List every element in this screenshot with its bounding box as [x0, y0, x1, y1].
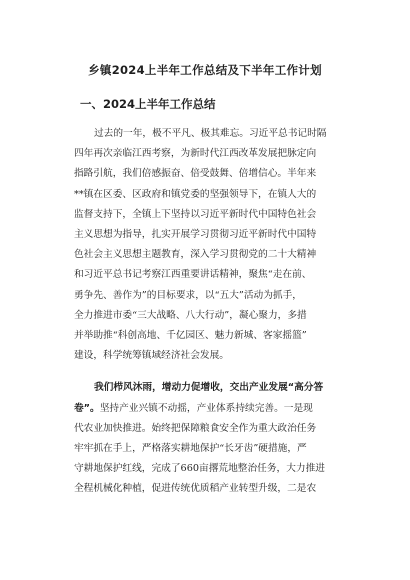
- paragraph-line: 四年再次亲临江西考察，为新时代江西改革发展把脉定向: [74, 148, 317, 160]
- paragraph-line: 建设，科学统筹镇域经济社会发展。: [74, 350, 229, 362]
- paragraph-summary: [74, 124, 354, 366]
- paragraph-bold-lead: 我们栉风沐雨，增动力促增收，交出产业发展“高分答: [94, 382, 324, 394]
- paragraph-line: 代农业加快推进。始终把保障粮食安全作为重大政治任务: [74, 422, 317, 434]
- paragraph-line: **镇在区委、区政府和镇党委的坚强领导下，在镇人大的: [74, 188, 317, 200]
- paragraph-line: 全力推进市委“三大战略、八大行动”，凝心聚力，多措: [74, 309, 307, 321]
- section-heading: 一、2024上半年工作总结: [80, 97, 216, 111]
- paragraph-line: 过去的一年，极不平凡、极其难忘。习近平总书记时隔: [94, 128, 327, 139]
- paragraph-industry: [74, 378, 354, 499]
- paragraph-line: 牢牢抓在手上，严格落实耕地保护“长牙齿”硬措施，严: [74, 443, 307, 455]
- paragraph-line: 并举助推“科创高地、千亿园区、魅力新城、客家摇篮”: [74, 330, 307, 342]
- document-title: 乡镇2024上半年工作总结及下半年工作计划: [88, 63, 322, 77]
- paragraph-line: 守耕地保护红线，完成了660亩撂荒地整治任务，大力推进: [74, 463, 325, 475]
- paragraph-line: 监督支持下，全镇上下坚持以习近平新时代中国特色社会: [74, 208, 317, 220]
- paragraph-text: 坚持产业兴镇不动摇，产业体系持续完善。一是现: [99, 402, 313, 414]
- paragraph-line: 色社会主义思想主题教育，深入学习贯彻党的二十大精神: [74, 249, 317, 261]
- paragraph-line: 和习近平总书记考察江西重要讲话精神，聚焦“走在前、: [74, 269, 312, 281]
- paragraph-line: 全程机械化种植，促进传统优质稻产业转型升级，二是农: [74, 483, 317, 495]
- paragraph-line: 主义思想为指导，扎实开展学习贯彻习近平新时代中国特: [74, 229, 317, 241]
- paragraph-line: 勇争先、善作为”的目标要求，以“五大”活动为抓手，: [74, 289, 302, 301]
- paragraph-line: 指路引航，我们倍感振奋、倍受鼓舞、倍增信心。半年来: [74, 168, 317, 180]
- paragraph-bold-lead: 卷”。: [74, 402, 100, 414]
- paragraph-line: [74, 399, 354, 419]
